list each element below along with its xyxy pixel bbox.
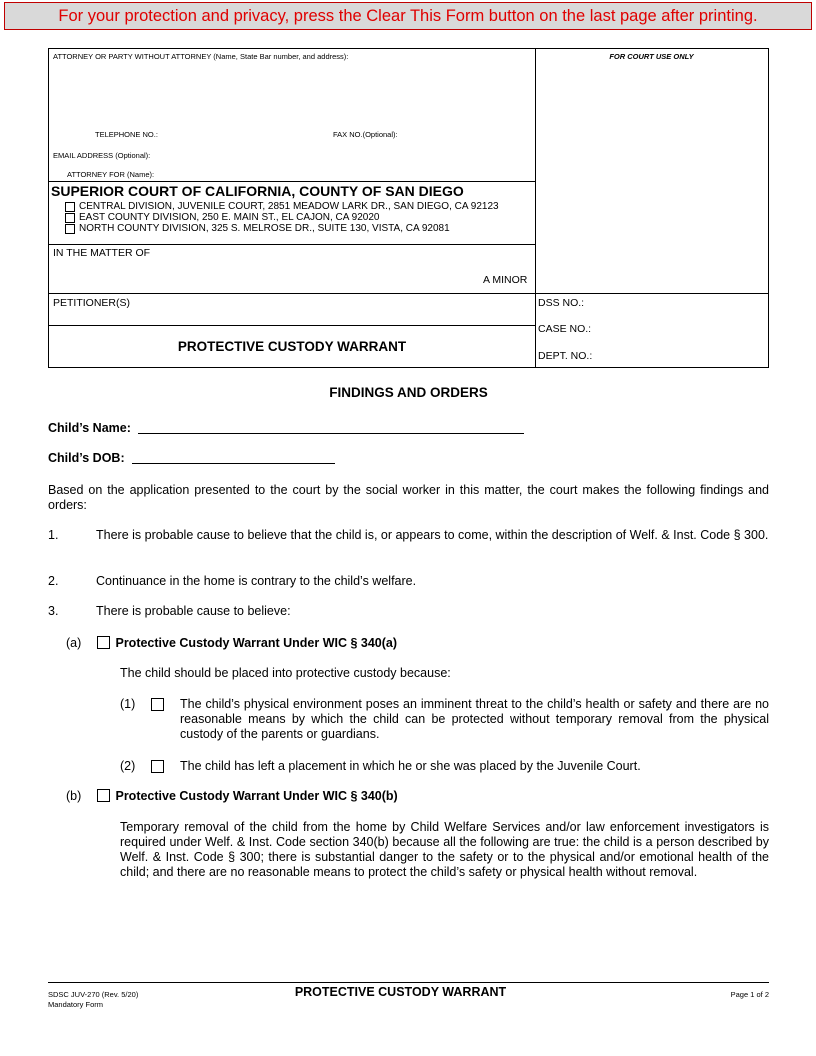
caption-rule — [49, 325, 535, 326]
sub1-checkbox[interactable] — [151, 698, 164, 711]
option-a-row — [97, 636, 397, 651]
findings-heading: FINDINGS AND ORDERS — [329, 385, 488, 400]
division-central — [65, 201, 499, 212]
sub2-checkbox[interactable] — [151, 760, 164, 773]
child-dob-label: Child’s DOB: — [48, 451, 125, 465]
email-label: EMAIL ADDRESS (Optional): — [53, 151, 151, 160]
option-b-letter: (b) — [66, 789, 82, 803]
option-b-title: Protective Custody Warrant Under WIC § 340(b) — [115, 789, 398, 803]
item-number: 3. — [48, 604, 59, 618]
telephone-label: TELEPHONE NO.: — [95, 130, 158, 139]
footer-rule — [48, 982, 769, 983]
checkbox[interactable] — [65, 202, 75, 212]
form-title: PROTECTIVE CUSTODY WARRANT — [177, 339, 407, 354]
caption-divider — [535, 49, 536, 367]
child-name-field[interactable] — [138, 420, 524, 434]
item-number: 1. — [48, 528, 59, 542]
division-label: NORTH COUNTY DIVISION, 325 S. MELROSE DR., SUITE 130, VISTA, CA 92081 — [79, 223, 450, 234]
intro-paragraph: Based on the application presented to the court by the social worker in this matter, the court makes the following findings and orders: — [48, 483, 769, 512]
attorney-for-label: ATTORNEY FOR (Name): — [67, 170, 155, 179]
case-label: CASE NO.: — [538, 323, 592, 335]
sub-number: (2) — [120, 759, 136, 773]
division-north — [65, 223, 450, 234]
page-number: Page 1 of 2 — [730, 990, 769, 999]
item-number: 2. — [48, 574, 59, 588]
item-text: Continuance in the home is contrary to the child’s welfare. — [96, 574, 417, 588]
fax-label: FAX NO.(Optional): — [333, 130, 398, 139]
item-text: There is probable cause to believe: — [96, 604, 291, 618]
checkbox[interactable] — [65, 224, 75, 234]
checkbox[interactable] — [65, 213, 75, 223]
court-use-label: FOR COURT USE ONLY — [609, 52, 694, 61]
option-b-row — [97, 789, 398, 804]
division-east — [65, 212, 379, 223]
minor-label: A MINOR — [483, 274, 528, 286]
option-a-title: Protective Custody Warrant Under WIC § 340(a) — [115, 636, 398, 650]
caption-rule — [49, 293, 768, 294]
caption-box — [48, 48, 769, 368]
dss-label: DSS NO.: — [538, 297, 585, 309]
option-a-letter: (a) — [66, 636, 82, 650]
child-dob-row — [48, 450, 335, 466]
form-code: SDSC JUV-270 (Rev. 5/20) — [48, 990, 139, 999]
sub1-text: The child’s physical environment poses an imminent threat to the child’s health or safety and there are no reasonable means by which the child can be protected without temporary removal from the physical custody of the parents or guardians. — [180, 697, 769, 741]
option-a-checkbox[interactable] — [97, 636, 110, 649]
court-name: SUPERIOR COURT OF CALIFORNIA, COUNTY OF SAN DIEGO — [51, 183, 464, 199]
caption-rule — [49, 244, 535, 245]
option-a-lead: The child should be placed into protective custody because: — [120, 666, 451, 680]
child-name-row — [48, 420, 524, 436]
option-b-text: Temporary removal of the child from the home by Child Welfare Services and/or law enforcement investigators is required under Welf. & Inst. Code section 340(b) because all the following are true: the child is a person described by Welf. & Inst. Code § 300; there is substantial danger to the safety or to the physical and/or emotional health of the child; and there are no reasonable means to protect the child’s safety or physical health without removal. — [120, 820, 769, 879]
petitioner-label: PETITIONER(S) — [53, 297, 131, 309]
child-name-label: Child’s Name: — [48, 421, 131, 435]
privacy-banner: For your protection and privacy, press the Clear This Form button on the last page after printing. — [4, 2, 812, 30]
item-text: There is probable cause to believe that the child is, or appears to come, within the description of Welf. & Inst. Code § 300. — [96, 528, 769, 542]
option-b-checkbox[interactable] — [97, 789, 110, 802]
division-label: EAST COUNTY DIVISION, 250 E. MAIN ST., EL CAJON, CA 92020 — [79, 212, 380, 223]
sub2-text: The child has left a placement in which he or she was placed by the Juvenile Court. — [180, 759, 641, 773]
division-label: CENTRAL DIVISION, JUVENILE COURT, 2851 MEADOW LARK DR., SAN DIEGO, CA 92123 — [79, 201, 499, 212]
caption-rule — [49, 181, 535, 182]
attorney-label: ATTORNEY OR PARTY WITHOUT ATTORNEY (Name, State Bar number, and address): — [53, 52, 349, 61]
child-dob-field[interactable] — [132, 450, 335, 464]
footer-title: PROTECTIVE CUSTODY WARRANT — [294, 985, 507, 999]
dept-label: DEPT. NO.: — [538, 350, 593, 362]
sub-number: (1) — [120, 697, 136, 711]
matter-label: IN THE MATTER OF — [53, 247, 151, 259]
mandatory-form: Mandatory Form — [48, 1000, 104, 1009]
